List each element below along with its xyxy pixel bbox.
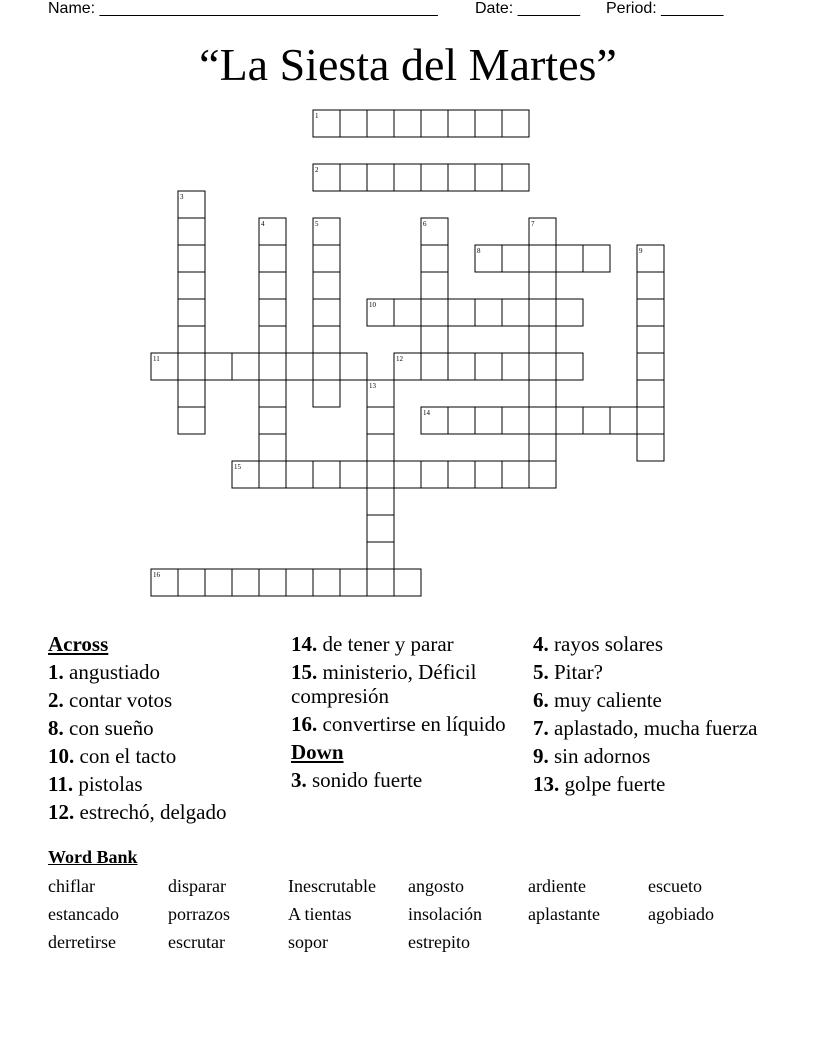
grid-cell[interactable] xyxy=(421,245,448,272)
clue-down-7: 7. aplastado, mucha fuerza xyxy=(533,716,758,740)
grid-cell[interactable] xyxy=(394,110,421,137)
grid-cell[interactable] xyxy=(475,110,502,137)
grid-cell[interactable] xyxy=(637,353,664,380)
word-bank-item: A tientas xyxy=(288,904,352,924)
clue-across-15: 15. ministerio, Déficil compresión xyxy=(291,660,477,708)
word-bank-item: insolación xyxy=(408,904,482,924)
word-bank-title: Word Bank xyxy=(48,847,138,867)
grid-cell[interactable] xyxy=(205,569,232,596)
grid-cell[interactable] xyxy=(367,461,394,488)
grid-cell[interactable] xyxy=(637,407,664,434)
grid-cell[interactable] xyxy=(313,245,340,272)
grid-cell[interactable] xyxy=(502,299,529,326)
grid-cell[interactable] xyxy=(421,272,448,299)
grid-cell[interactable] xyxy=(367,299,394,326)
grid-cell[interactable] xyxy=(475,353,502,380)
grid-cell[interactable] xyxy=(583,407,610,434)
word-bank-item: sopor xyxy=(288,932,328,952)
grid-cell[interactable] xyxy=(259,569,286,596)
grid-cell[interactable] xyxy=(178,353,205,380)
grid-cell[interactable] xyxy=(340,164,367,191)
word-bank-item: derretirse xyxy=(48,932,116,952)
grid-cell[interactable] xyxy=(259,353,286,380)
grid-cell[interactable] xyxy=(502,245,529,272)
clue-number-label: 1 xyxy=(315,112,319,120)
clue-across-16: 16. convertirse en líquido xyxy=(291,712,506,736)
grid-cell[interactable] xyxy=(475,164,502,191)
grid-cell[interactable] xyxy=(259,434,286,461)
grid-cell[interactable] xyxy=(448,164,475,191)
grid-cell[interactable] xyxy=(313,218,340,245)
word-bank-item: ardiente xyxy=(528,876,586,896)
word-bank-item: aplastante xyxy=(528,904,600,924)
grid-cell[interactable] xyxy=(421,299,448,326)
grid-cell[interactable] xyxy=(421,218,448,245)
word-bank-item: angosto xyxy=(408,876,464,896)
grid-cell[interactable] xyxy=(529,299,556,326)
word-bank-item: agobiado xyxy=(648,904,714,924)
grid-cell[interactable] xyxy=(556,245,583,272)
grid-cell[interactable] xyxy=(421,110,448,137)
grid-cell[interactable] xyxy=(313,272,340,299)
grid-cell[interactable] xyxy=(529,434,556,461)
grid-cell[interactable] xyxy=(367,569,394,596)
grid-cell[interactable] xyxy=(259,245,286,272)
clue-across-10: 10. con el tacto xyxy=(48,744,177,768)
grid-cell[interactable] xyxy=(178,191,205,218)
grid-cell[interactable] xyxy=(394,461,421,488)
grid-cell[interactable] xyxy=(367,542,394,569)
clue-number-label: 11 xyxy=(153,355,160,363)
grid-cell[interactable] xyxy=(340,110,367,137)
grid-cell[interactable] xyxy=(475,299,502,326)
grid-cell[interactable] xyxy=(313,353,340,380)
grid-cell[interactable] xyxy=(529,245,556,272)
grid-cell[interactable] xyxy=(367,434,394,461)
grid-cell[interactable] xyxy=(259,407,286,434)
down-heading: Down xyxy=(291,740,344,764)
grid-cell[interactable] xyxy=(529,461,556,488)
grid-cell[interactable] xyxy=(151,569,178,596)
grid-cell[interactable] xyxy=(259,299,286,326)
grid-cell[interactable] xyxy=(286,461,313,488)
clue-across-11: 11. pistolas xyxy=(48,772,143,796)
grid-cell[interactable] xyxy=(178,569,205,596)
grid-cell[interactable] xyxy=(529,218,556,245)
grid-cell[interactable] xyxy=(367,110,394,137)
grid-cell[interactable] xyxy=(178,326,205,353)
grid-cell[interactable] xyxy=(556,299,583,326)
grid-cell[interactable] xyxy=(610,407,637,434)
clue-down-9: 9. sin adornos xyxy=(533,744,651,768)
grid-cell[interactable] xyxy=(502,110,529,137)
grid-cell[interactable] xyxy=(205,353,232,380)
grid-cell[interactable] xyxy=(394,353,421,380)
word-bank-item: disparar xyxy=(168,876,226,896)
grid-cell[interactable] xyxy=(421,407,448,434)
clue-number-label: 6 xyxy=(423,220,427,228)
clue-number-label: 13 xyxy=(369,382,376,390)
grid-cell[interactable] xyxy=(232,461,259,488)
page-title: “La Siesta del Martes” xyxy=(199,39,617,90)
grid-cell[interactable] xyxy=(313,326,340,353)
grid-cell[interactable] xyxy=(151,353,178,380)
grid-cell[interactable] xyxy=(448,407,475,434)
word-bank-item: estrepito xyxy=(408,932,470,952)
grid-cell[interactable] xyxy=(529,380,556,407)
clue-number-label: 5 xyxy=(315,220,319,228)
grid-cell[interactable] xyxy=(313,569,340,596)
clue-down-5: 5. Pitar? xyxy=(533,660,603,684)
grid-cell[interactable] xyxy=(637,326,664,353)
grid-cell[interactable] xyxy=(340,569,367,596)
grid-cell[interactable] xyxy=(556,407,583,434)
date-field[interactable]: Date: _______ xyxy=(475,0,580,17)
grid-cell[interactable] xyxy=(340,353,367,380)
grid-cell[interactable] xyxy=(637,245,664,272)
grid-cell[interactable] xyxy=(313,461,340,488)
clue-across-1: 1. angustiado xyxy=(48,660,160,684)
grid-cell[interactable] xyxy=(502,164,529,191)
grid-cell[interactable] xyxy=(286,353,313,380)
clue-number-label: 10 xyxy=(369,301,376,309)
grid-cell[interactable] xyxy=(394,164,421,191)
grid-cell[interactable] xyxy=(367,407,394,434)
grid-cell[interactable] xyxy=(421,326,448,353)
grid-cell[interactable] xyxy=(394,299,421,326)
grid-cell[interactable] xyxy=(313,164,340,191)
grid-cell[interactable] xyxy=(367,488,394,515)
clue-number-label: 12 xyxy=(396,355,403,363)
grid-cell[interactable] xyxy=(448,461,475,488)
word-bank-item: chiflar xyxy=(48,876,95,896)
period-field[interactable]: Period: _______ xyxy=(606,0,724,17)
grid-cell[interactable] xyxy=(421,353,448,380)
grid-cell[interactable] xyxy=(232,569,259,596)
clue-column-3 xyxy=(533,632,763,800)
clue-number-label: 8 xyxy=(477,247,481,255)
grid-cell[interactable] xyxy=(178,299,205,326)
word-bank-item: escrutar xyxy=(168,932,225,952)
word-bank-item: estancado xyxy=(48,904,119,924)
grid-cell[interactable] xyxy=(259,326,286,353)
grid-cell[interactable] xyxy=(475,407,502,434)
grid-cell[interactable] xyxy=(232,353,259,380)
grid-cell[interactable] xyxy=(313,299,340,326)
grid-cell[interactable] xyxy=(367,164,394,191)
across-heading: Across xyxy=(48,632,109,656)
word-bank-item: Inescrutable xyxy=(288,876,376,896)
grid-cell[interactable] xyxy=(313,110,340,137)
grid-cell[interactable] xyxy=(178,407,205,434)
grid-cell[interactable] xyxy=(178,245,205,272)
grid-cell[interactable] xyxy=(448,299,475,326)
clue-down-6: 6. muy caliente xyxy=(533,688,662,712)
grid-cell[interactable] xyxy=(529,407,556,434)
grid-cell[interactable] xyxy=(637,299,664,326)
grid-cell[interactable] xyxy=(367,380,394,407)
clue-number-label: 7 xyxy=(531,220,535,228)
grid-cell[interactable] xyxy=(421,164,448,191)
clue-column-2 xyxy=(291,632,516,796)
clue-number-label: 9 xyxy=(639,247,643,255)
grid-cell[interactable] xyxy=(394,569,421,596)
clue-number-label: 15 xyxy=(234,463,241,471)
word-bank-item: porrazos xyxy=(168,904,230,924)
grid-cell[interactable] xyxy=(259,461,286,488)
clue-across-12: 12. estrechó, delgado xyxy=(48,800,227,824)
grid-cell[interactable] xyxy=(448,353,475,380)
clue-down-4: 4. rayos solares xyxy=(533,632,664,656)
grid-cell[interactable] xyxy=(637,434,664,461)
grid-cell[interactable] xyxy=(178,218,205,245)
clue-column-1 xyxy=(48,632,278,828)
grid-cell[interactable] xyxy=(529,326,556,353)
grid-cell[interactable] xyxy=(529,353,556,380)
clue-across-2: 2. contar votos xyxy=(48,688,173,712)
grid-cell[interactable] xyxy=(475,245,502,272)
grid-cell[interactable] xyxy=(367,515,394,542)
clue-number-label: 2 xyxy=(315,166,319,174)
grid-cell[interactable] xyxy=(421,461,448,488)
clue-number-label: 4 xyxy=(261,220,265,228)
clue-across-8: 8. con sueño xyxy=(48,716,154,740)
clue-across-14: 14. de tener y parar xyxy=(291,632,454,656)
grid-cell[interactable] xyxy=(502,461,529,488)
grid-cell[interactable] xyxy=(502,353,529,380)
grid-cell[interactable] xyxy=(556,353,583,380)
grid-cell[interactable] xyxy=(637,380,664,407)
grid-cell[interactable] xyxy=(529,272,556,299)
grid-cell[interactable] xyxy=(259,272,286,299)
grid-cell[interactable] xyxy=(340,461,367,488)
grid-cell[interactable] xyxy=(502,407,529,434)
word-bank-item: escueto xyxy=(648,876,702,896)
grid-cell[interactable] xyxy=(178,272,205,299)
grid-cell[interactable] xyxy=(475,461,502,488)
grid-cell[interactable] xyxy=(637,272,664,299)
grid-cell[interactable] xyxy=(286,569,313,596)
clue-down-3: 3. sonido fuerte xyxy=(291,768,423,792)
clue-number-label: 16 xyxy=(153,571,160,579)
clue-number-label: 3 xyxy=(180,193,184,201)
grid-cell[interactable] xyxy=(448,110,475,137)
clue-down-13: 13. golpe fuerte xyxy=(533,772,666,796)
grid-cell[interactable] xyxy=(178,380,205,407)
clue-number-label: 14 xyxy=(423,409,430,417)
grid-cell[interactable] xyxy=(313,380,340,407)
grid-cell[interactable] xyxy=(259,218,286,245)
grid-cell[interactable] xyxy=(259,380,286,407)
name-field[interactable]: Name: ______________________________________ xyxy=(48,0,438,17)
grid-cell[interactable] xyxy=(583,245,610,272)
